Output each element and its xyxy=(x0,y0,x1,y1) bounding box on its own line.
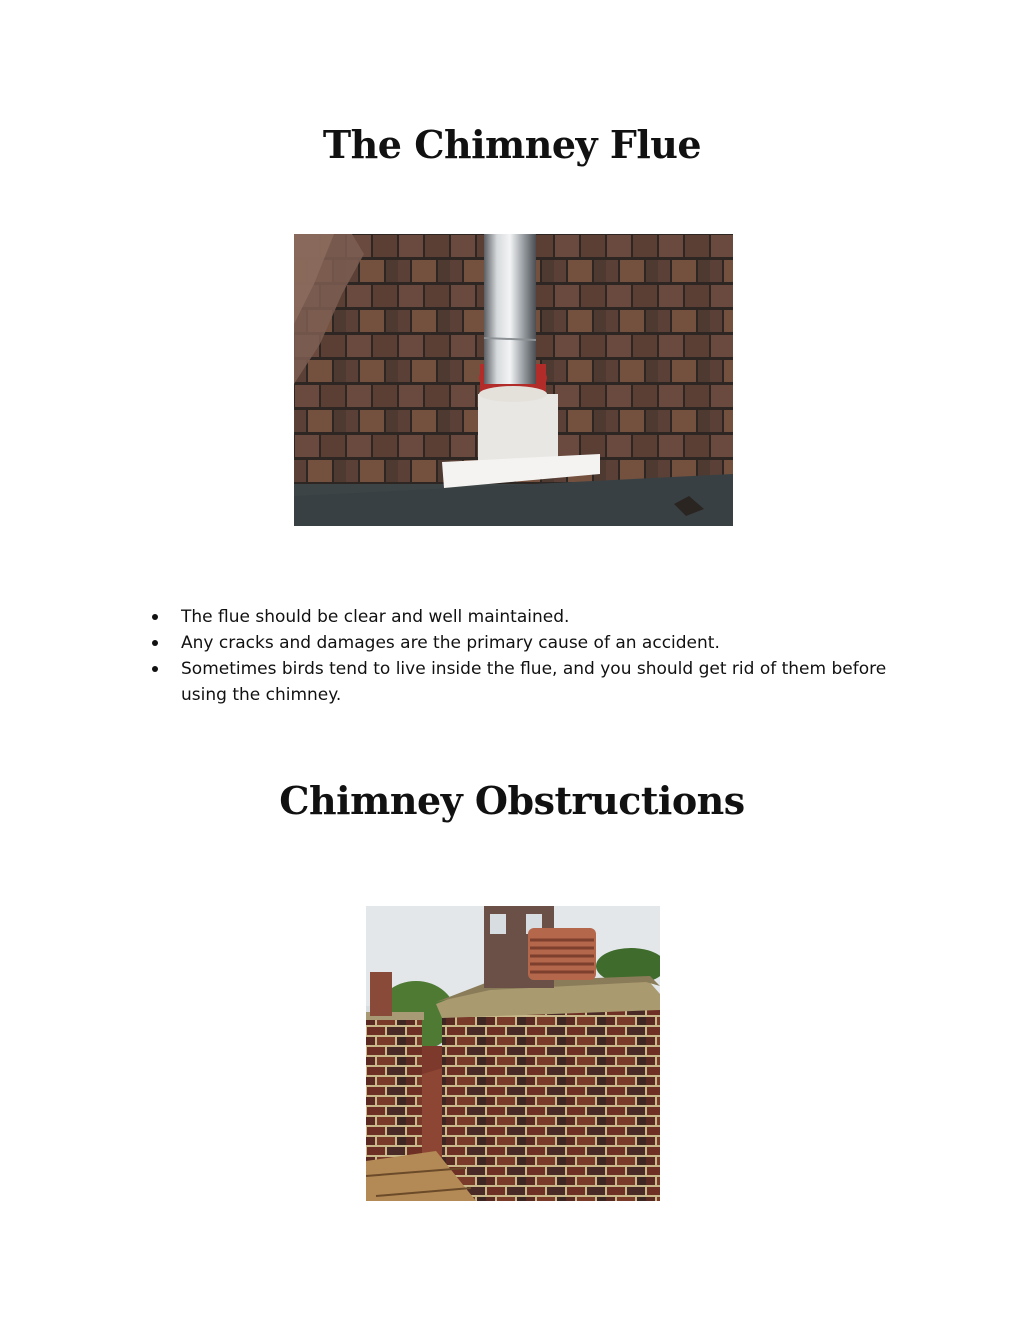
list-item xyxy=(150,656,910,708)
bullet-text: Sometimes birds tend to live inside the flue, and you should get rid of them before using the chimney. xyxy=(181,659,887,705)
section-heading-chimney-flue: The Chimney Flue xyxy=(322,122,702,167)
chimney-obstructions-photo xyxy=(366,906,660,1201)
flue-bullet-list xyxy=(150,604,910,708)
list-item xyxy=(150,604,910,630)
chimney-flue-photo xyxy=(294,234,733,526)
bullet-dot-icon xyxy=(152,666,158,672)
bullet-text: Any cracks and damages are the primary cause of an accident. xyxy=(181,633,720,653)
bullet-dot-icon xyxy=(152,614,158,620)
list-item xyxy=(150,630,910,656)
bullet-text: The flue should be clear and well maintained. xyxy=(181,607,570,627)
section-heading-chimney-obstructions: Chimney Obstructions xyxy=(279,778,745,823)
bullet-dot-icon xyxy=(152,640,158,646)
